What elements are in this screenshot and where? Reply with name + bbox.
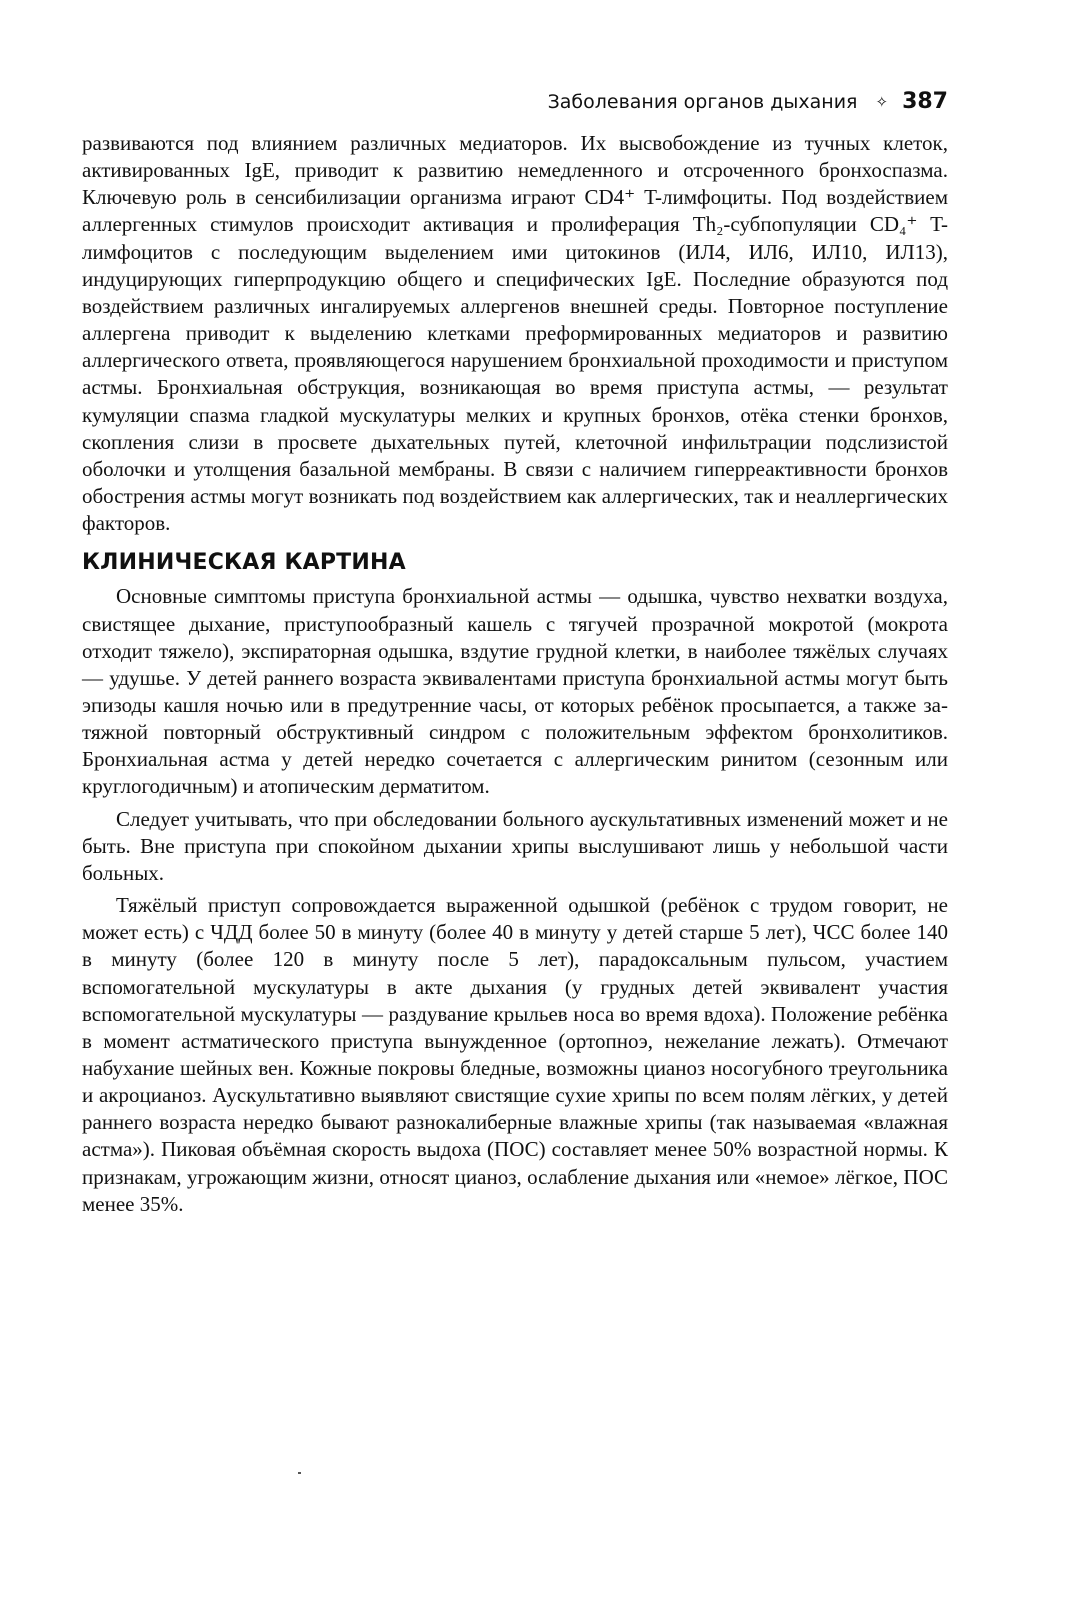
paragraph-severe-attack: Тяжёлый приступ сопровождается выраженной одышкой (ребёнок с трудом говорит, не может есть) с ЧДД более 50 в минуту (более 40 в минуту у детей старше 5 лет), ЧСС более 140 в минуту (более 120 в минуту после 5 лет), парадоксальным пульсом, участием вспомогательной мускулатуры в акте дыхания (у грудных детей эквивалент участия вспомогательной мускулатуры — раздувание крыльев носа во время вдоха). Положение ребёнка в момент астматического приступа вынужденное (ортопноэ, нежелание лежать). Отмечают набухание шейных вен. Кожные покровы бледные, возможны цианоз носогубного треугольника и акроцианоз. Аускультативно выявляют свистящие сухие хрипы по всем полям лёгких, у детей раннего возраста нередко бывают разнокалиберные влажные хрипы (так называемая «влажная астма»). Пиковая объёмная скорость выдоха (ПОС) составляет менее 50% возрастной нормы. К признакам, угрожающим жизни, относят цианоз, ослабление дыхания или «немое» лёгкое, ПОС менее 35%. bbox=[82, 893, 948, 1216]
section-heading: КЛИНИЧЕСКАЯ КАРТИНА bbox=[82, 550, 406, 576]
running-header bbox=[82, 88, 948, 116]
book-page bbox=[82, 88, 948, 1218]
paragraph-symptoms: Основные симптомы приступа бронхиальной астмы — одышка, чувство нехватки воздуха, свистящее дыхание, приступообразный кашель с тягучей прозрачной мокротой (мокрота отходит тяжело), экспираторная одышка, вздутие грудной клетки, в наиболее тяжёлых случаях — удушье. У детей раннего возраста эквивалентами приступа бронхиальной астмы могут быть эпизоды кашля ночью или в предутренние часы, от которых ребёнок просыпается, а также затяжной повторный обструктивный синдром с положительным эффектом бронхолитиков. Бронхиальная астма у детей нередко сочетается с аллергическим ринитом (сезонным или круглогодичным) и атопическим дерматитом. bbox=[82, 584, 948, 799]
intro-paragraph: развиваются под влиянием различных медиаторов. Их высвобождение из тучных клеток, активированных IgE, приводит к развитию немедленного и отсроченного бронхоспазма. Ключевую роль в сенсибилизации организма играют CD4⁺ T-лимфоциты. Под воздействием аллергенных стимулов происходит активация и пролиферация Th₂-субпопуляции CD₄⁺ T-лимфоцитов с последующим выделением ими цитокинов (ИЛ4, ИЛ6, ИЛ10, ИЛ13), индуцирующих гиперпродукцию общего и специфических IgE. Последние образуются под воздействием различных ингалируемых аллергенов внешней среды. Повторное поступление аллергена приводит к выделению клетками преформированных медиаторов и развитию аллергического ответа, проявляющегося нарушением бронхиальной проходимости и приступом астмы. Бронхиальная обструкция, возникающая во время приступа астмы, — результат кумуляции спазма гладкой мускулатуры мелких и крупных бронхов, отёка стенки бронхов, скопления слизи в просвете дыхательных путей, клеточной инфильтрации подслизистой оболочки и утолщения базальной мембраны. В связи с наличием гиперреактивности бронхов обострения астмы могут возникать под воздействием как аллергических, так и неаллергических факторов. bbox=[82, 131, 948, 536]
print-speck bbox=[298, 1472, 301, 1474]
running-title: Заболевания органов дыхания bbox=[547, 91, 858, 113]
paragraph-auscultation: Следует учитывать, что при обследовании больного аускультативных изменений может и не быть. Вне приступа при спокойном дыхании хрипы выслушивают лишь у небольшой части больных. bbox=[82, 806, 948, 885]
page-number: 387 bbox=[902, 89, 948, 114]
diamond-ornament-icon: ✧ bbox=[875, 93, 889, 111]
page-body bbox=[82, 130, 948, 1218]
